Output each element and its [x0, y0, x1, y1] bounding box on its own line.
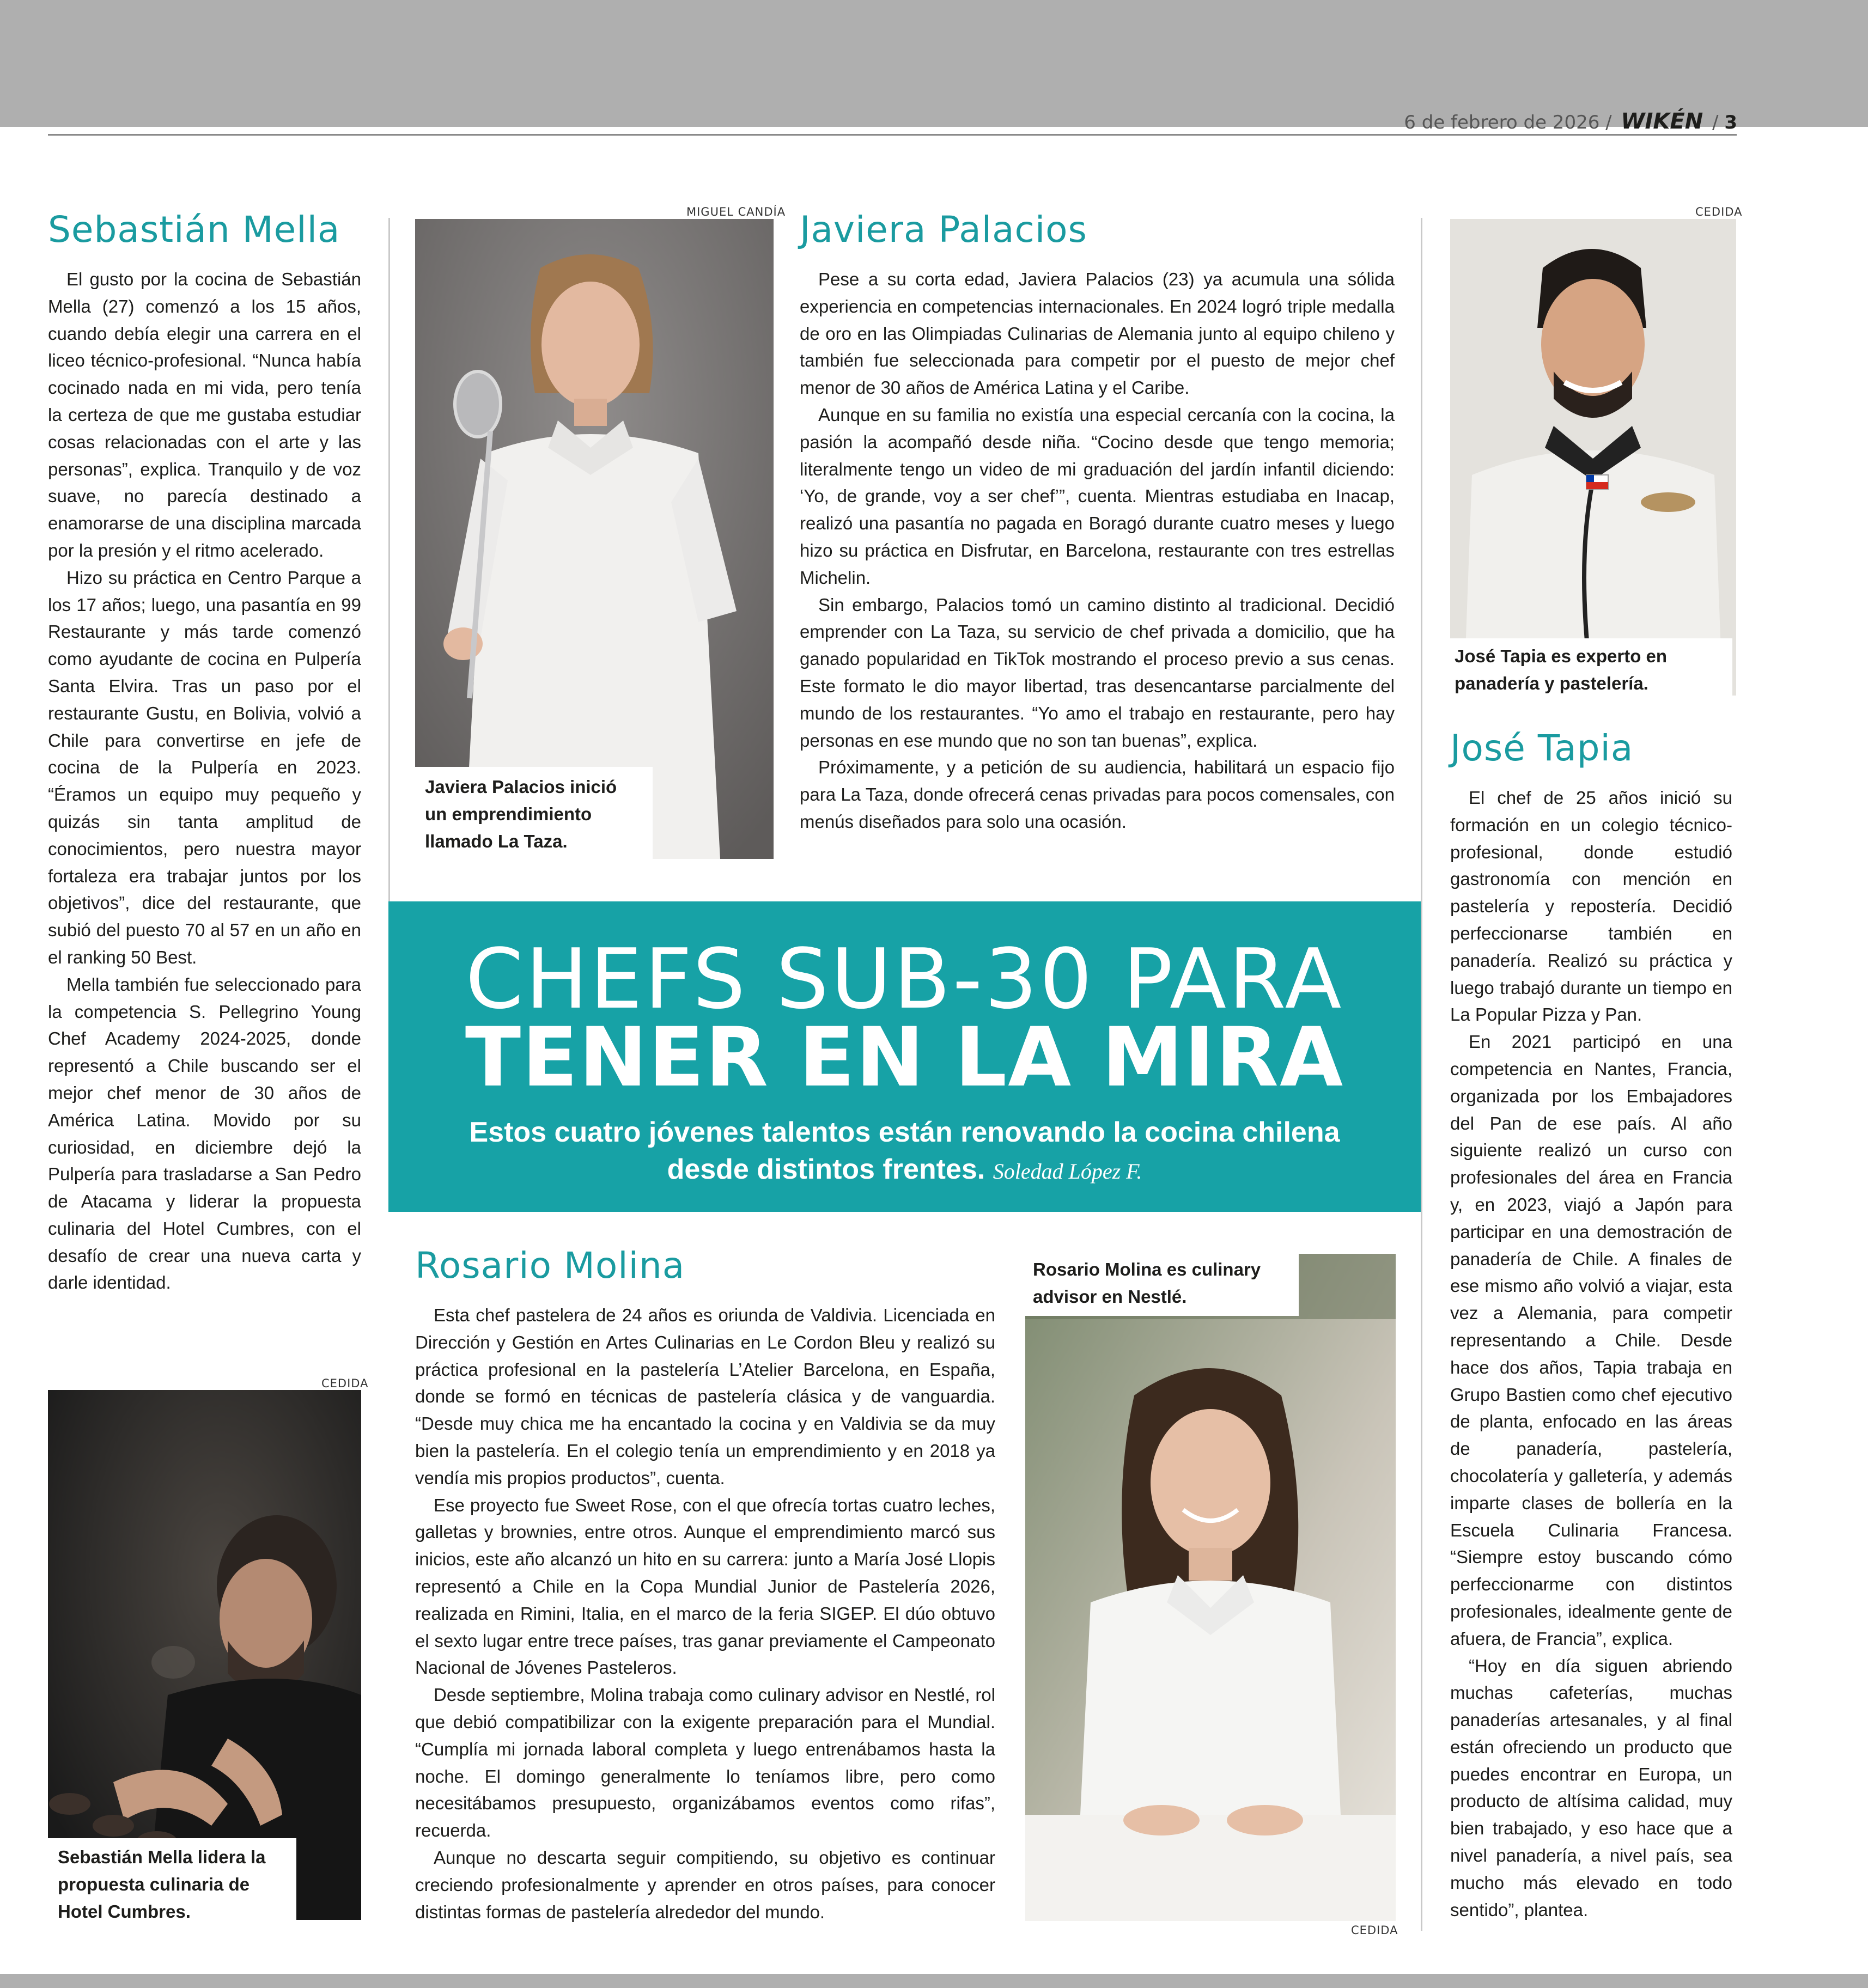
jose-caption: José Tapia es experto en panadería y pastelería.	[1450, 638, 1732, 703]
sebastian-name: Sebastián Mella	[48, 209, 340, 251]
deck-line-1: Estos cuatro jóvenes talentos están renovando la cocina chilena	[469, 1117, 1340, 1148]
rosario-photo	[1025, 1254, 1396, 1921]
javiera-photo	[415, 219, 774, 859]
deck	[388, 1114, 1421, 1190]
sebastian-caption: Sebastián Mella lidera la propuesta culinaria de Hotel Cumbres.	[48, 1838, 296, 1930]
article-paragraph: Aunque no descarta seguir compitiendo, su objetivo es continuar creciendo profesionalmente y aprender en otros países, para conocer distintas formas de pastelería alrededor del mundo.	[415, 1847, 995, 1922]
headline-banner	[388, 901, 1421, 1212]
rosario-caption: Rosario Molina es culinary advisor en Nestlé.	[1025, 1254, 1299, 1316]
pastry-chef-illustration	[1025, 1254, 1396, 1921]
byline: Soledad López F.	[993, 1159, 1142, 1184]
deck-line-2-text: desde distintos frentes.	[667, 1154, 985, 1185]
photo-credit: CEDIDA	[1351, 1924, 1398, 1937]
article-paragraph: Ese proyecto fue Sweet Rose, con el que ofrecía tortas cuatro leches, galletas y brownies, entre otros. Aunque el emprendimiento marcó sus inicios, este año alcanzó un hito en su carrera: junto a María José Llopis representó a Chile en la Copa Mundial Junior de Pastelería 2026, realizada en Rimini, Italia, en el marco de la feria SIGEP. El dúo obtuvo el sexto lugar entre trece países, tras ganar previamente el Campeonato Nacional de Jóvenes Pasteleros.	[415, 1495, 995, 1678]
article-paragraph: Hizo su práctica en Centro Parque a los 17 años; luego, una pasantía en 99 Restaurante y más tarde comenzó como ayudante de cocina en Pulpería Santa Elvira. Tras un paso por el restaurante Gustu, en Bolivia, volvió a Chile para convertirse en jefe de cocina de la Pulpería en 2023. “Éramos un equipo muy pequeño y quizás sin tanta amplitud de conocimientos, pero nuestra mayor fortaleza era trabajar juntos por los objetivos”, dice del restaurante, que subió del puesto 70 al 57 en un año en el ranking 50 Best.	[48, 567, 361, 967]
article-paragraph: El chef de 25 años inició su formación en un colegio técnico-profesional, donde estudió gastronomía con mención en pastelería y repostería. Decidió perfeccionarse también en panadería. Realizó su práctica y luego trabajó durante un tiempo en La Popular Pizza y Pan.	[1450, 788, 1732, 1025]
article-paragraph: Aunque en su familia no existía una especial cercanía con la cocina, la pasión la acompañó desde niña. “Cocino desde que tengo memoria; literalmente tengo un video de mi graduación del jardín infantil diciendo: ‘Yo, de grande, voy a ser chef’”, cuenta. Mientras estudiaba en Inacap, realizó una pasantía no pagada en Boragó durante cuatro meses y luego hizo su práctica en Disfrutar, en Barcelona, restaurante con tres estrellas Michelin.	[800, 404, 1395, 588]
javiera-caption: Javiera Palacios inició un emprendimiento llamado La Taza.	[415, 767, 653, 861]
chef-portrait-illustration	[1450, 219, 1736, 696]
issue-date: 6 de febrero de 2026 /	[1404, 112, 1612, 133]
javiera-article	[800, 266, 1395, 836]
header-rule	[48, 134, 1737, 136]
article-paragraph: El gusto por la cocina de Sebastián Mella (27) comenzó a los 15 años, cuando debía elegir una carrera en el liceo técnico-profesional. “Nunca había cocinado nada en mi vida, pero tenía la certeza de que me gustaba estudiar cosas relacionadas con el arte y las personas”, explica. Tranquilo y de voz suave, no parecía destinado a enamorarse de una disciplina marcada por la presión y el ritmo acelerado.	[48, 269, 361, 560]
photo-credit: CEDIDA	[321, 1377, 369, 1390]
article-paragraph: Pese a su corta edad, Javiera Palacios (23) ya acumula una sólida experiencia en competencias internacionales. En 2024 logró triple medalla de oro en las Olimpiadas Culinarias de Alemania junto al equipo chileno y también fue seleccionada para competir por el puesto de mejor chef menor de 30 años de América Latina y el Caribe.	[800, 269, 1395, 398]
jose-photo	[1450, 219, 1736, 696]
folio-separator: /	[1712, 112, 1719, 133]
chef-with-ladle-illustration	[415, 219, 774, 859]
article-paragraph: En 2021 participó en una competencia en Nantes, Francia, organizada por los Embajadores del Pan de ese país. Al año siguiente realizó un curso con profesionales del área en Francia y, en 2023, viajó a Japón para participar en una demostración de panadería de Chile. A finales de ese mismo año volvió a viajar, esta vez a Alemania, para competir representando a Chile. Desde hace dos años, Tapia trabaja en Grupo Bastien como chef ejecutivo de planta, enfocado en las áreas de panadería, pastelería, chocolatería y galletería, y además imparte clases de bollería en la Escuela Culinaria Francesa. “Siempre estoy buscando cómo perfeccionarme con distintos profesionales, idealmente gente de afuera, de Francia”, explica.	[1450, 1032, 1732, 1649]
sebastian-article	[48, 266, 361, 1296]
jose-name: José Tapia	[1450, 727, 1634, 769]
deck-line-2	[388, 1151, 1421, 1190]
column-rule	[1421, 218, 1422, 1931]
photo-credit: MIGUEL CANDÍA	[686, 205, 786, 218]
jose-article	[1450, 784, 1732, 1923]
article-paragraph: Esta chef pastelera de 24 años es oriunda de Valdivia. Licenciada en Dirección y Gestión en Artes Culinarias en Le Cordon Bleu y realizó su práctica profesional en la pastelería L’Atelier Barcelona, en España, donde se formó en técnicas de pastelería clásica y de vanguardia. “Desde muy chica me ha encantado la cocina y en Valdivia se da muy bien la pastelería. En el colegio tenía un emprendimiento y en 2018 ya vendía mis propios productos”, cuenta.	[415, 1305, 995, 1488]
article-paragraph: Próximamente, y a petición de su audiencia, habilitará un espacio fijo para La Taza, donde ofrecerá cenas privadas para pocos comensales, con menús diseñados para solo una ocasión.	[800, 757, 1395, 832]
headline-line-2: TENER EN LA MIRA	[465, 1010, 1344, 1105]
brand-logo: WIKÉN	[1621, 109, 1703, 134]
page-number: 3	[1724, 112, 1737, 133]
javiera-name: Javiera Palacios	[800, 209, 1087, 251]
top-band	[0, 0, 1868, 127]
article-paragraph: Mella también fue seleccionado para la competencia S. Pellegrino Young Chef Academy 2024-2025, donde representó a Chile buscando ser el mejor chef menor de 30 años de América Latina. Movido por su curiosidad, en diciembre dejó la Pulpería para trasladarse a San Pedro de Atacama y liderar la propuesta culinaria del Hotel Cumbres, con el desafío de crear una nueva carta y darle identidad.	[48, 974, 361, 1293]
page-folio	[1404, 109, 1737, 134]
column-rule	[388, 218, 390, 901]
rosario-name: Rosario Molina	[415, 1245, 685, 1286]
photo-credit: CEDIDA	[1695, 205, 1743, 218]
bottom-band	[0, 1974, 1868, 1988]
rosario-article	[415, 1302, 995, 1925]
article-paragraph: Desde septiembre, Molina trabaja como culinary advisor en Nestlé, rol que debió compatibilizar con la exigente preparación para el Mundial. “Cumplía mi jornada laboral completa y luego entrenábamos hasta la noche. El domingo generalmente lo teníamos libre, pero como necesitábamos presupuesto, organizábamos eventos como rifas”, recuerda.	[415, 1685, 995, 1841]
article-paragraph: Sin embargo, Palacios tomó un camino distinto al tradicional. Decidió emprender con La Taza, su servicio de chef privada a domicilio, que ha ganado popularidad en TikTok mostrando el proceso previo a sus cenas. Este formato le dio mayor libertad, tras desencantarse parcialmente del mundo de los restaurantes. “Yo amo el trabajo en restaurante, pero hay personas en ese mundo que no son tan buenas”, explica.	[800, 594, 1395, 751]
headline-line-1: CHEFS SUB-30 PARA	[465, 931, 1344, 1027]
article-paragraph: “Hoy en día siguen abriendo muchas cafeterías, muchas panaderías artesanales, y al final están ofreciendo un producto que puedes encontrar en Europa, un producto de altísima calidad, muy bien trabajado, y eso hace que a nivel panadería, a nivel país, sea mucho más elevado en todo sentido”, plantea.	[1450, 1655, 1732, 1920]
